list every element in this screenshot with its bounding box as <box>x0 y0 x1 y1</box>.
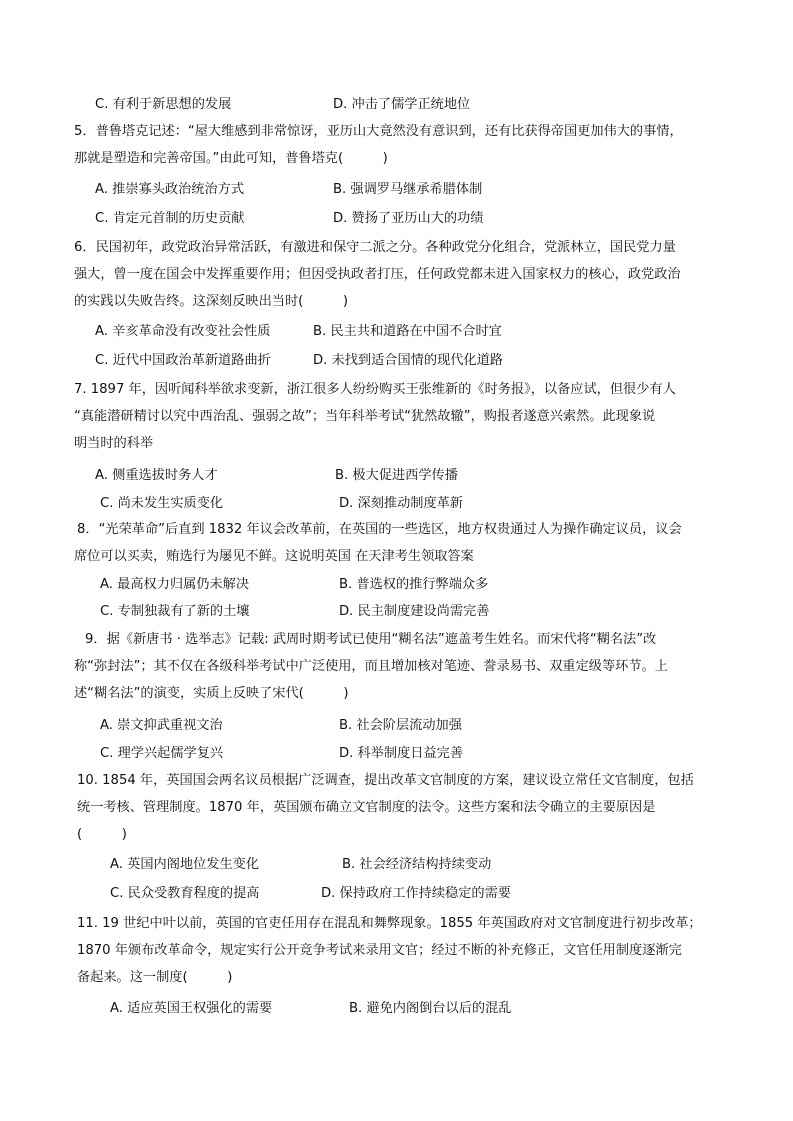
q6-option-d: D. 未找到适合国情的现代化道路 <box>313 353 503 368</box>
q7-option-a: A. 侧重选拔时务人才 <box>95 468 218 483</box>
q8-option-c: C. 专制独裁有了新的土壤 <box>100 604 250 619</box>
q8-option-b: B. 普选权的推行弊端众多 <box>339 577 489 592</box>
q10-option-d: D. 保持政府工作持续稳定的需要 <box>321 886 511 901</box>
question-8-line-2: 席位可以买卖，贿选行为屡见不鲜。这说明英国 在天津考生领取答案 <box>74 549 474 564</box>
q7-option-c: C. 尚未发生实质变化 <box>100 496 224 511</box>
question-5-line-1: 5．普鲁塔克记述：“屋大维感到非常惊讶，亚历山大竟然没有意识到，还有比获得帝国更加伟大的事情， <box>74 124 683 139</box>
option-d: D. 冲击了儒学正统地位 <box>333 97 471 112</box>
question-7-line-1: 7. 1897 年，因听闻科举欲求变新，浙江很多人纷纷购买王张维新的《时务报》，以备应试，但很少有人 <box>74 382 676 397</box>
q5-option-a: A. 推崇寡头政治统治方式 <box>95 182 245 197</box>
q11-option-a: A. 适应英国王权强化的需要 <box>110 1001 273 1016</box>
q9-option-c: C. 理学兴起儒学复兴 <box>100 746 224 761</box>
option-c: C. 有利于新思想的发展 <box>95 97 232 112</box>
question-10-line-3: ( ) <box>77 827 127 842</box>
question-9-line-2: 称“弥封法”；其不仅在各级科举考试中广泛使用，而且增加核对笔迹、誊录易书、双重定级等环节。上 <box>74 659 668 674</box>
question-10-line-2: 统一考核、管理制度。1870 年，英国颁布确立文官制度的法令。这些方案和法令确立的主要原因是 <box>77 800 656 815</box>
q10-option-c: C. 民众受教育程度的提高 <box>110 886 260 901</box>
q5-option-b: B. 强调罗马继承希腊体制 <box>333 182 483 197</box>
question-5-line-2: 那就是塑造和完善帝国。”由此可知，普鲁塔克( ) <box>74 151 388 166</box>
q7-option-d: D. 深刻推动制度革新 <box>339 496 464 511</box>
question-6-line-3: 的实践以失败告终。这深刻反映出当时( ) <box>74 294 349 309</box>
q9-option-b: B. 社会阶层流动加强 <box>339 718 462 733</box>
q9-option-d: D. 科举制度日益完善 <box>339 746 464 761</box>
question-8-line-1: 8．“光荣革命”后直到 1832 年议会改革前，在英国的一些选区，地方权贵通过人为操作确定议员，议会 <box>77 522 682 537</box>
question-10-line-1: 10. 1854 年，英国国会两名议员根据广泛调查，提出改革文官制度的方案，建议设立常任文官制度，包括 <box>77 773 694 788</box>
q7-option-b: B. 极大促进西学传播 <box>335 468 458 483</box>
question-7-line-2: “真能潜研精讨以究中西治乱、强弱之故”；当年科举考试“犹然故辙”，购报者遂意兴索然。此现象说 <box>74 409 656 424</box>
q11-option-b: B. 避免内阁倒台以后的混乱 <box>349 1001 512 1016</box>
question-9-line-1: 9．据《新唐书 · 选举志》记载: 武周时期考试已使用“糊名法”遮盖考生姓名。而宋代将“糊名法”改 <box>85 632 657 647</box>
question-6-line-1: 6．民国初年，政党政治异常活跃，有激进和保守二派之分。各种政党分化组合，党派林立，国民党力量 <box>74 240 676 255</box>
q6-option-a: A. 辛亥革命没有改变社会性质 <box>95 324 271 339</box>
q5-option-c: C. 肯定元首制的历史贡献 <box>95 211 245 226</box>
question-11-line-3: 备起来。这一制度( ) <box>77 970 233 985</box>
question-7-line-3: 明当时的科举 <box>74 436 154 451</box>
q6-option-b: B. 民主共和道路在中国不合时宜 <box>313 324 502 339</box>
q5-option-d: D. 赞扬了亚历山大的功绩 <box>333 211 484 226</box>
q10-option-b: B. 社会经济结构持续变动 <box>342 857 492 872</box>
q10-option-a: A. 英国内阁地位发生变化 <box>110 857 260 872</box>
question-11-line-2: 1870 年颁布改革命令，规定实行公开竞争考试来录用文官；经过不断的补充修正，文官任用制度逐渐完 <box>77 943 682 958</box>
question-9-line-3: 述“糊名法”的演变，实质上反映了宋代( ) <box>74 686 349 701</box>
q6-option-c: C. 近代中国政治革新道路曲折 <box>95 353 271 368</box>
q8-option-d: D. 民主制度建设尚需完善 <box>339 604 490 619</box>
q9-option-a: A. 崇文抑武重视文治 <box>100 718 223 733</box>
question-11-line-1: 11. 19 世纪中叶以前，英国的官吏任用存在混乱和舞弊现象。1855 年英国政府对文官制度进行初步改革； <box>77 916 702 931</box>
question-6-line-2: 强大，曾一度在国会中发挥重要作用；但因受执政者打压，任何政党都未进入国家权力的核心，政党政治 <box>74 267 681 282</box>
q8-option-a: A. 最高权力归属仍未解决 <box>100 577 250 592</box>
